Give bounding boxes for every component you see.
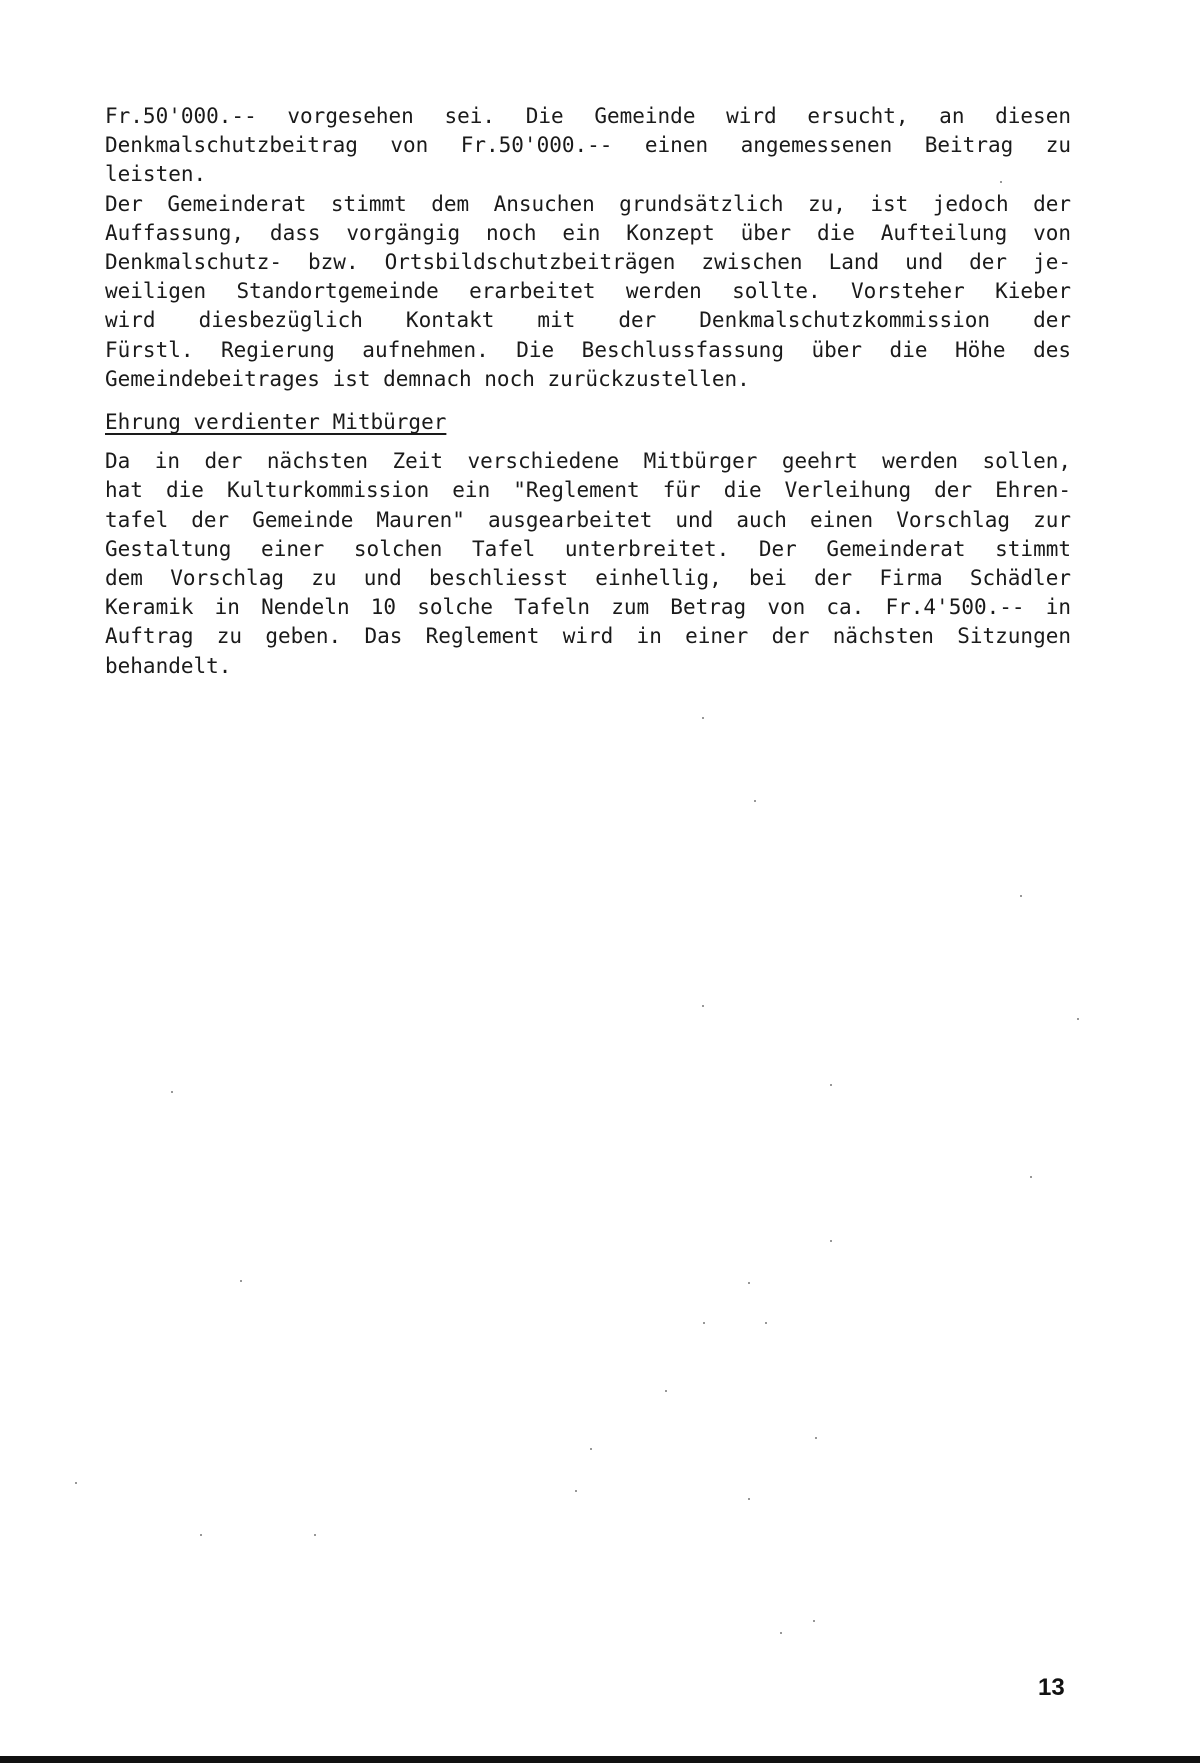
scan-speck: [1077, 1018, 1079, 1020]
text-line: Da in der nächsten Zeit verschiedene Mitbürger geehrt werden sollen,: [105, 449, 1071, 474]
bottom-edge-rule: [0, 1756, 1200, 1763]
scan-speck: [703, 1322, 705, 1324]
text-line: Denkmalschutz- bzw. Ortsbildschutzbeiträgen zwischen Land und der je-: [105, 250, 1071, 275]
scan-speck: [780, 1632, 782, 1634]
scan-speck: [200, 1534, 202, 1536]
scan-speck: [748, 1498, 750, 1500]
scan-speck: [590, 1448, 592, 1450]
scan-speck: [702, 1005, 704, 1007]
text-line: Der Gemeinderat stimmt dem Ansuchen grundsätzlich zu, ist jedoch der: [105, 191, 1071, 216]
scan-speck: [830, 1084, 832, 1086]
scan-speck: [830, 1240, 832, 1242]
scan-speck: [240, 1280, 242, 1282]
paragraph-denkmalschutz-request: [105, 102, 1071, 190]
text-line: Auffassung, dass vorgängig noch ein Konzept über die Aufteilung von: [105, 220, 1071, 245]
text-line: Gemeindebeitrages ist demnach noch zurückzustellen.: [105, 366, 750, 391]
scan-speck: [815, 1437, 817, 1439]
text-line: behandelt.: [105, 653, 232, 678]
scan-speck: [1000, 181, 1002, 183]
text-line: weiligen Standortgemeinde erarbeitet werden sollte. Vorsteher Kieber: [105, 279, 1071, 304]
text-line: Denkmalschutzbeitrag von Fr.50'000.-- einen angemessenen Beitrag zu: [105, 133, 1071, 158]
paragraph-gemeinderat-decision: [105, 190, 1071, 394]
scan-speck: [765, 1322, 767, 1324]
text-line: Keramik in Nendeln 10 solche Tafeln zum Betrag von ca. Fr.4'500.-- in: [105, 595, 1071, 620]
text-line: tafel der Gemeinde Mauren" ausgearbeitet und auch einen Vorschlag zur: [105, 507, 1071, 532]
section-heading: Ehrung verdienter Mitbürger: [105, 410, 447, 435]
text-line: wird diesbezüglich Kontakt mit der Denkmalschutzkommission der: [105, 308, 1071, 333]
text-line: Fr.50'000.-- vorgesehen sei. Die Gemeinde wird ersucht, an diesen: [105, 104, 1071, 128]
scan-speck: [702, 717, 704, 719]
page-number: 13: [1038, 1674, 1065, 1701]
document-body: [105, 102, 1071, 681]
scan-speck: [1020, 895, 1022, 897]
text-line: leisten.: [105, 162, 207, 187]
scan-speck: [813, 1620, 815, 1622]
scan-speck: [665, 1390, 667, 1392]
text-line: dem Vorschlag zu und beschliesst einhellig, bei der Firma Schädler: [105, 566, 1071, 591]
scan-speck: [314, 1534, 316, 1536]
scan-speck: [754, 800, 756, 802]
paragraph-ehrentafel: [105, 447, 1071, 681]
scan-speck: [171, 1091, 173, 1093]
scan-speck: [748, 1282, 750, 1284]
scan-speck: [575, 1490, 577, 1492]
scan-speck: [1030, 1176, 1032, 1178]
text-line: Gestaltung einer solchen Tafel unterbreitet. Der Gemeinderat stimmt: [105, 536, 1071, 561]
text-line: Auftrag zu geben. Das Reglement wird in einer der nächsten Sitzungen: [105, 624, 1071, 649]
scan-speck: [75, 1482, 77, 1484]
text-line: hat die Kulturkommission ein "Reglement für die Verleihung der Ehren-: [105, 478, 1071, 503]
text-line: Fürstl. Regierung aufnehmen. Die Beschlussfassung über die Höhe des: [105, 337, 1071, 362]
